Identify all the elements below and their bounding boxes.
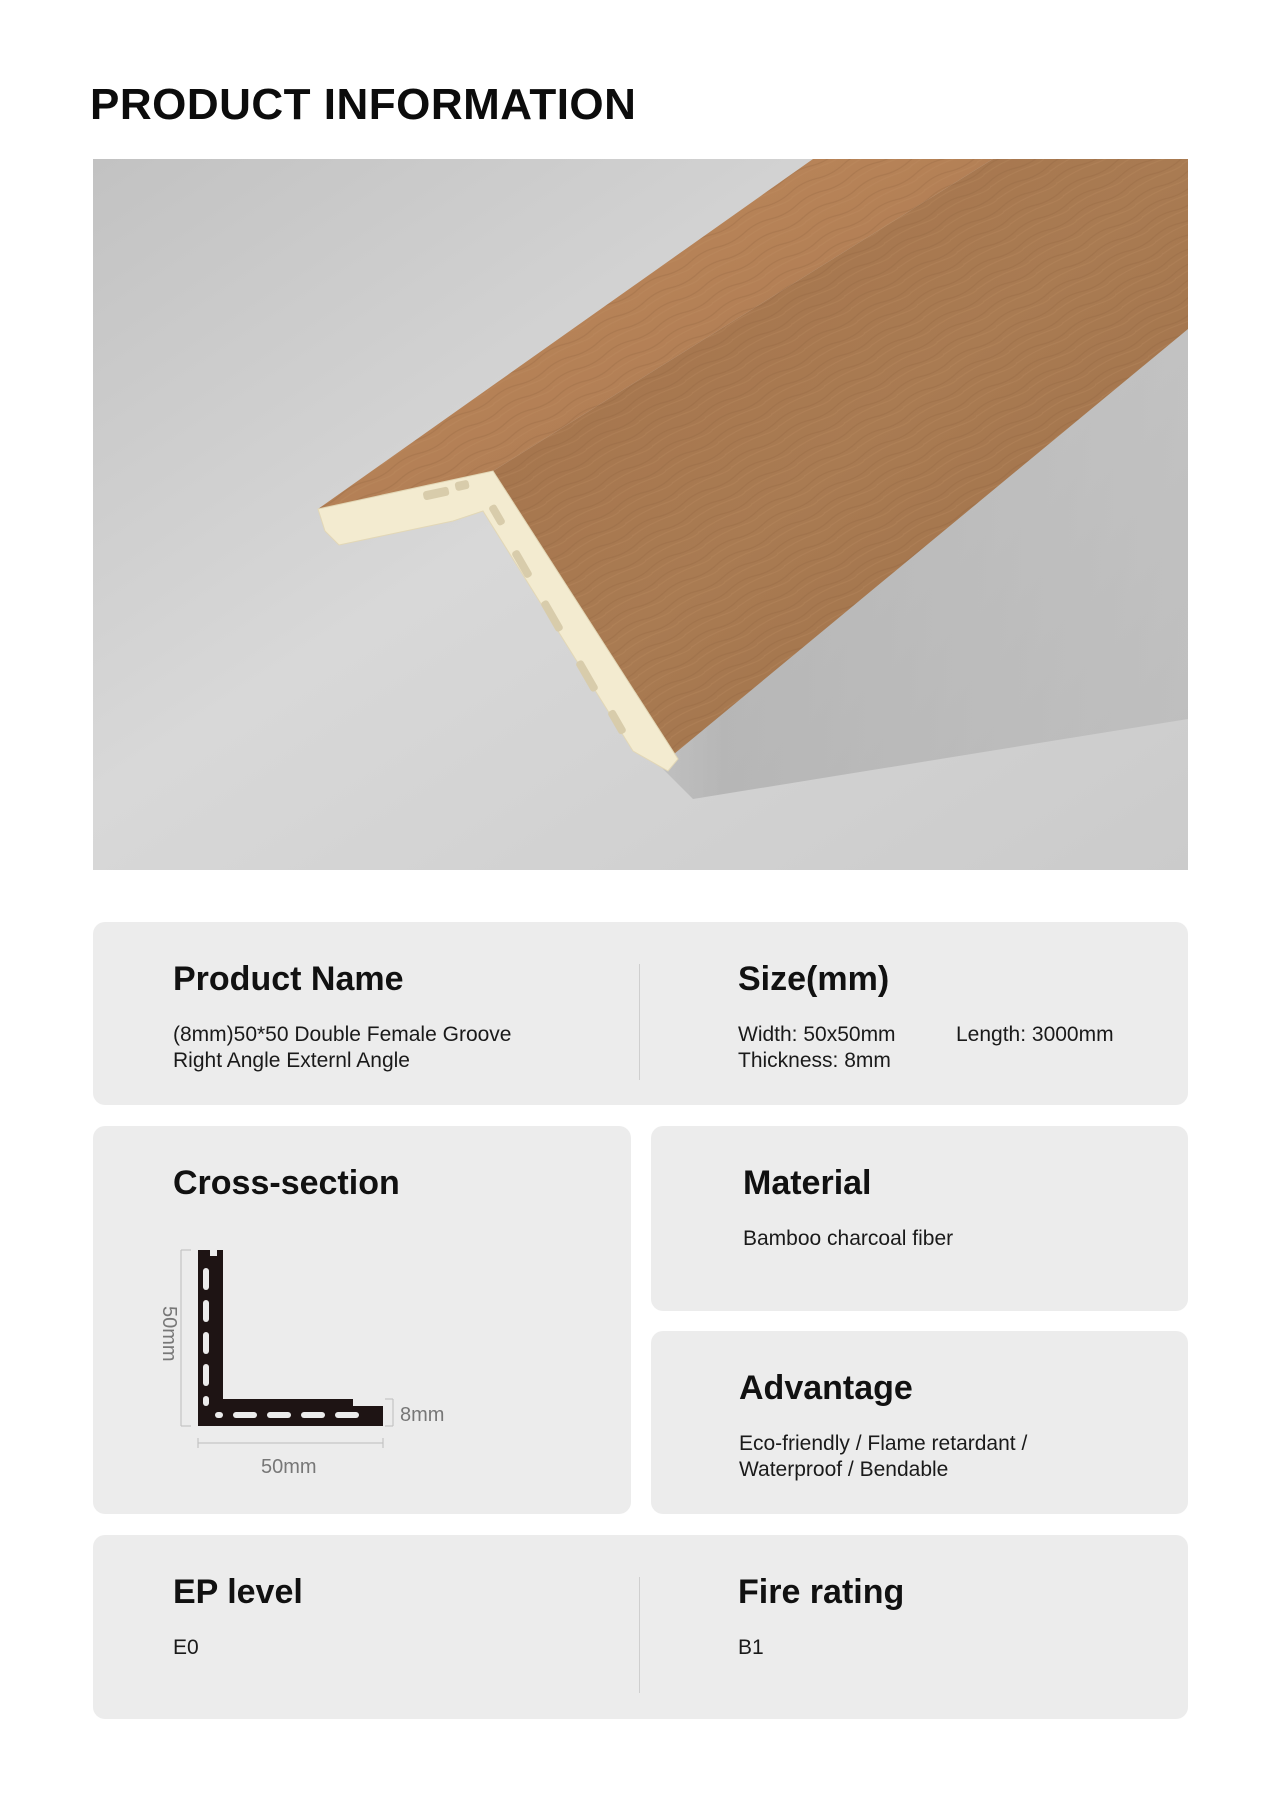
material-value: Bamboo charcoal fiber: [743, 1227, 954, 1250]
cross-section-title: Cross-section: [173, 1164, 400, 1202]
cross-section-thickness-label: 8mm: [400, 1404, 445, 1426]
ep-level-title: EP level: [173, 1573, 303, 1611]
advantage-line2: Waterproof / Bendable: [739, 1458, 949, 1481]
size-values: [738, 1022, 1168, 1074]
ep-level-value: E0: [173, 1636, 199, 1659]
advantage-title: Advantage: [739, 1369, 913, 1407]
page-title: PRODUCT INFORMATION: [90, 80, 637, 129]
product-name-line2: Right Angle Externl Angle: [173, 1049, 410, 1072]
cross-section-profile: [198, 1250, 383, 1426]
size-thickness: Thickness: 8mm: [738, 1049, 891, 1072]
material-title: Material: [743, 1164, 872, 1202]
cross-section-height-label: 50mm: [158, 1306, 180, 1362]
fire-rating-title: Fire rating: [738, 1573, 905, 1611]
material-card: [651, 1126, 1188, 1311]
advantage-line1: Eco-friendly / Flame retardant /: [739, 1432, 1028, 1455]
cross-section-width-label: 50mm: [261, 1456, 317, 1478]
cross-section-diagram: [158, 1236, 493, 1486]
size-width: Width: 50x50mm: [738, 1023, 896, 1046]
cross-section-card: [93, 1126, 631, 1514]
product-name-line1: (8mm)50*50 Double Female Groove: [173, 1023, 512, 1046]
size-length: Length: 3000mm: [956, 1023, 1114, 1046]
product-info-card: [93, 922, 1188, 1105]
product-name-value: [173, 1022, 511, 1074]
product-hero-image: [93, 159, 1188, 870]
ep-fire-card: [93, 1535, 1188, 1719]
card-divider: [639, 964, 640, 1080]
product-name-title: Product Name: [173, 960, 404, 998]
advantage-values: [739, 1431, 1027, 1483]
size-title: Size(mm): [738, 960, 890, 998]
wood-corner-profile-illustration: [93, 159, 1188, 870]
card-divider: [639, 1577, 640, 1693]
advantage-card: [651, 1331, 1188, 1514]
fire-rating-value: B1: [738, 1636, 764, 1659]
